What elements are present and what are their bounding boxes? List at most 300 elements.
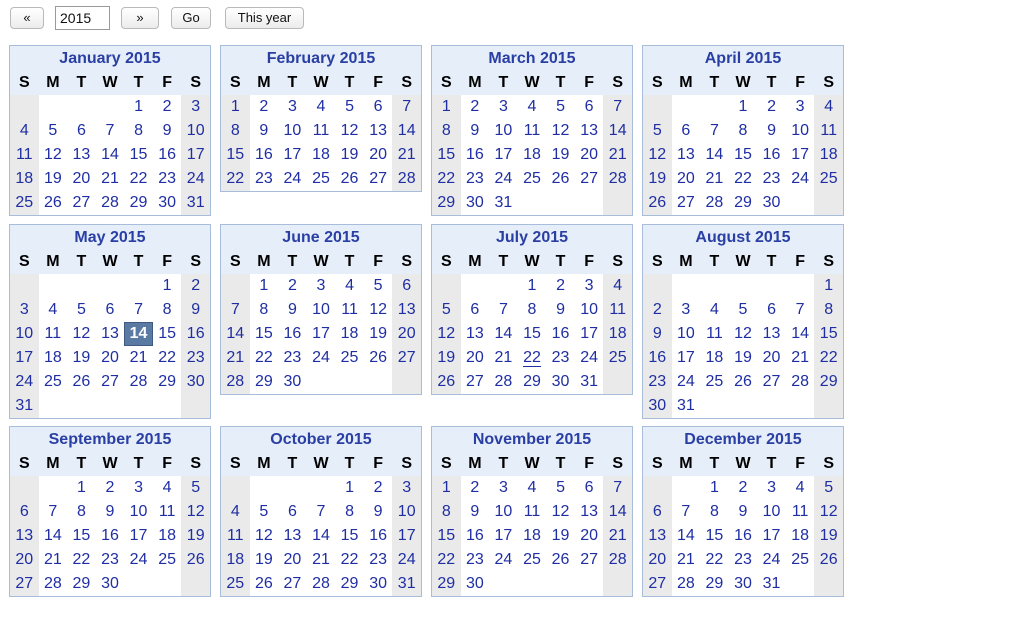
day-cell[interactable]	[461, 370, 490, 394]
day-cell[interactable]	[307, 322, 336, 346]
day-cell[interactable]	[489, 500, 518, 524]
next-year-button[interactable]: »	[121, 7, 159, 29]
day-cell[interactable]	[221, 548, 250, 572]
day-cell[interactable]	[461, 524, 490, 548]
day-cell[interactable]	[461, 500, 490, 524]
day-cell[interactable]	[181, 119, 210, 143]
day-cell[interactable]	[575, 143, 604, 167]
day-cell[interactable]	[39, 143, 68, 167]
day-cell[interactable]	[124, 524, 153, 548]
day-cell[interactable]	[432, 548, 461, 572]
day-cell[interactable]	[786, 167, 815, 191]
day-cell[interactable]	[786, 548, 815, 572]
day-cell[interactable]	[364, 572, 393, 596]
day-cell[interactable]	[786, 119, 815, 143]
day-cell[interactable]	[10, 191, 39, 215]
day-cell[interactable]	[67, 572, 96, 596]
day-cell[interactable]	[700, 524, 729, 548]
day-cell[interactable]	[124, 119, 153, 143]
day-cell[interactable]	[489, 167, 518, 191]
day-cell[interactable]	[603, 322, 632, 346]
day-cell[interactable]	[364, 143, 393, 167]
day-cell[interactable]	[221, 95, 250, 119]
day-cell[interactable]	[518, 370, 547, 394]
day-cell[interactable]	[672, 191, 701, 215]
day-cell[interactable]	[10, 394, 39, 418]
day-cell[interactable]	[729, 370, 758, 394]
day-cell[interactable]	[67, 191, 96, 215]
day-cell[interactable]	[124, 95, 153, 119]
day-cell[interactable]	[392, 298, 421, 322]
day-cell[interactable]	[757, 191, 786, 215]
day-cell[interactable]	[700, 119, 729, 143]
day-cell[interactable]	[250, 572, 279, 596]
day-cell[interactable]	[643, 346, 672, 370]
day-cell[interactable]	[278, 143, 307, 167]
day-cell[interactable]	[221, 167, 250, 191]
day-cell[interactable]	[518, 548, 547, 572]
day-cell[interactable]	[489, 95, 518, 119]
day-cell[interactable]	[221, 322, 250, 346]
day-cell[interactable]	[153, 274, 182, 298]
day-cell[interactable]	[250, 298, 279, 322]
day-cell[interactable]	[96, 572, 125, 596]
month-title[interactable]: March 2015	[432, 46, 632, 71]
day-cell[interactable]	[181, 274, 210, 298]
day-cell[interactable]	[392, 500, 421, 524]
day-cell[interactable]	[603, 119, 632, 143]
day-cell[interactable]	[181, 500, 210, 524]
day-cell[interactable]	[153, 191, 182, 215]
day-cell[interactable]	[432, 500, 461, 524]
day-cell[interactable]	[546, 298, 575, 322]
day-cell[interactable]	[181, 524, 210, 548]
day-cell[interactable]	[700, 548, 729, 572]
day-cell[interactable]	[700, 167, 729, 191]
day-cell[interactable]	[489, 143, 518, 167]
day-cell[interactable]	[575, 298, 604, 322]
day-cell[interactable]	[335, 143, 364, 167]
day-cell[interactable]	[181, 95, 210, 119]
day-cell[interactable]	[278, 548, 307, 572]
day-cell[interactable]	[814, 95, 843, 119]
day-cell[interactable]	[221, 298, 250, 322]
day-cell[interactable]	[786, 322, 815, 346]
day-cell[interactable]	[786, 298, 815, 322]
month-title[interactable]: August 2015	[643, 225, 843, 250]
day-cell[interactable]	[575, 119, 604, 143]
day-cell[interactable]	[757, 476, 786, 500]
day-cell[interactable]	[546, 548, 575, 572]
month-title[interactable]: January 2015	[10, 46, 210, 71]
day-cell[interactable]	[335, 274, 364, 298]
day-cell[interactable]	[757, 548, 786, 572]
day-cell[interactable]	[575, 524, 604, 548]
day-cell[interactable]	[643, 119, 672, 143]
day-cell[interactable]	[729, 572, 758, 596]
day-cell[interactable]	[221, 143, 250, 167]
day-cell[interactable]	[575, 370, 604, 394]
day-cell[interactable]	[461, 143, 490, 167]
day-cell[interactable]	[643, 143, 672, 167]
day-cell[interactable]	[575, 548, 604, 572]
day-cell[interactable]	[335, 572, 364, 596]
day-cell[interactable]	[729, 476, 758, 500]
day-cell[interactable]	[181, 191, 210, 215]
day-cell[interactable]	[39, 346, 68, 370]
day-cell[interactable]	[461, 476, 490, 500]
day-cell[interactable]	[39, 548, 68, 572]
day-cell[interactable]	[10, 346, 39, 370]
day-cell[interactable]	[729, 500, 758, 524]
day-cell[interactable]	[392, 476, 421, 500]
day-cell[interactable]	[96, 119, 125, 143]
day-cell[interactable]	[181, 298, 210, 322]
day-cell[interactable]	[432, 191, 461, 215]
day-cell[interactable]	[39, 500, 68, 524]
day-cell[interactable]	[700, 476, 729, 500]
day-cell[interactable]	[335, 298, 364, 322]
day-cell[interactable]	[307, 500, 336, 524]
day-cell[interactable]	[603, 548, 632, 572]
day-cell[interactable]	[757, 346, 786, 370]
day-cell[interactable]	[814, 370, 843, 394]
day-cell[interactable]	[221, 370, 250, 394]
day-cell[interactable]	[278, 572, 307, 596]
day-cell[interactable]	[489, 119, 518, 143]
day-cell[interactable]	[335, 322, 364, 346]
day-cell[interactable]	[96, 476, 125, 500]
day-cell[interactable]	[603, 167, 632, 191]
day-cell[interactable]	[153, 370, 182, 394]
day-cell[interactable]	[307, 572, 336, 596]
day-cell[interactable]	[489, 191, 518, 215]
day-cell[interactable]	[603, 346, 632, 370]
day-cell[interactable]	[364, 167, 393, 191]
day-cell[interactable]	[278, 322, 307, 346]
day-cell[interactable]	[643, 524, 672, 548]
day-cell[interactable]	[489, 476, 518, 500]
go-button[interactable]: Go	[171, 7, 211, 29]
day-cell[interactable]	[335, 119, 364, 143]
day-cell[interactable]	[392, 346, 421, 370]
day-cell[interactable]	[153, 119, 182, 143]
day-cell[interactable]	[700, 298, 729, 322]
day-cell[interactable]	[643, 548, 672, 572]
day-cell[interactable]	[461, 119, 490, 143]
day-cell[interactable]	[39, 370, 68, 394]
day-cell[interactable]	[39, 524, 68, 548]
day-cell[interactable]	[335, 500, 364, 524]
day-cell[interactable]	[432, 524, 461, 548]
day-cell[interactable]	[364, 274, 393, 298]
day-cell[interactable]	[672, 370, 701, 394]
day-cell[interactable]	[546, 476, 575, 500]
day-cell[interactable]	[10, 572, 39, 596]
day-cell[interactable]	[124, 500, 153, 524]
day-cell[interactable]	[392, 548, 421, 572]
day-cell[interactable]	[307, 298, 336, 322]
day-cell[interactable]	[729, 322, 758, 346]
day-cell[interactable]	[672, 572, 701, 596]
day-cell[interactable]	[10, 143, 39, 167]
day-cell[interactable]	[67, 524, 96, 548]
day-cell[interactable]	[575, 95, 604, 119]
day-cell[interactable]	[757, 298, 786, 322]
day-cell[interactable]	[392, 95, 421, 119]
day-cell[interactable]	[221, 572, 250, 596]
day-cell[interactable]	[307, 167, 336, 191]
day-cell[interactable]	[700, 572, 729, 596]
day-cell[interactable]	[307, 119, 336, 143]
day-cell[interactable]	[432, 167, 461, 191]
day-cell[interactable]	[603, 95, 632, 119]
day-cell[interactable]	[518, 167, 547, 191]
day-cell[interactable]	[181, 548, 210, 572]
day-cell[interactable]	[335, 524, 364, 548]
day-cell[interactable]	[643, 298, 672, 322]
day-cell[interactable]	[546, 274, 575, 298]
day-cell[interactable]	[814, 322, 843, 346]
day-cell[interactable]	[307, 95, 336, 119]
day-cell[interactable]	[786, 95, 815, 119]
day-cell[interactable]	[546, 346, 575, 370]
month-title[interactable]: July 2015	[432, 225, 632, 250]
day-cell[interactable]	[250, 167, 279, 191]
day-cell[interactable]	[575, 274, 604, 298]
day-cell[interactable]	[250, 524, 279, 548]
day-cell[interactable]	[432, 298, 461, 322]
day-cell[interactable]	[672, 500, 701, 524]
day-cell[interactable]	[461, 322, 490, 346]
day-cell[interactable]	[546, 95, 575, 119]
day-cell[interactable]	[575, 167, 604, 191]
month-title[interactable]: November 2015	[432, 427, 632, 452]
day-cell-today[interactable]	[124, 322, 153, 346]
day-cell[interactable]	[643, 191, 672, 215]
day-cell[interactable]	[814, 298, 843, 322]
day-cell[interactable]	[364, 119, 393, 143]
day-cell[interactable]	[729, 298, 758, 322]
day-cell[interactable]	[153, 500, 182, 524]
day-cell[interactable]	[518, 274, 547, 298]
day-cell[interactable]	[364, 298, 393, 322]
day-cell[interactable]	[278, 167, 307, 191]
day-cell[interactable]	[10, 370, 39, 394]
day-cell[interactable]	[518, 346, 547, 370]
day-cell[interactable]	[10, 167, 39, 191]
day-cell[interactable]	[250, 119, 279, 143]
day-cell[interactable]	[124, 298, 153, 322]
day-cell[interactable]	[153, 322, 182, 346]
day-cell[interactable]	[432, 476, 461, 500]
day-cell[interactable]	[786, 370, 815, 394]
day-cell[interactable]	[643, 370, 672, 394]
day-cell[interactable]	[546, 167, 575, 191]
day-cell[interactable]	[124, 191, 153, 215]
day-cell[interactable]	[364, 346, 393, 370]
day-cell[interactable]	[124, 476, 153, 500]
day-cell[interactable]	[250, 370, 279, 394]
day-cell[interactable]	[96, 167, 125, 191]
day-cell[interactable]	[221, 346, 250, 370]
day-cell[interactable]	[814, 524, 843, 548]
day-cell[interactable]	[518, 298, 547, 322]
day-cell[interactable]	[67, 119, 96, 143]
day-cell[interactable]	[278, 370, 307, 394]
day-cell[interactable]	[643, 500, 672, 524]
day-cell[interactable]	[672, 322, 701, 346]
day-cell[interactable]	[489, 322, 518, 346]
day-cell[interactable]	[67, 322, 96, 346]
day-cell[interactable]	[432, 119, 461, 143]
month-title[interactable]: April 2015	[643, 46, 843, 71]
day-cell[interactable]	[672, 298, 701, 322]
day-cell[interactable]	[153, 346, 182, 370]
day-cell[interactable]	[729, 95, 758, 119]
day-cell[interactable]	[546, 370, 575, 394]
day-cell[interactable]	[335, 346, 364, 370]
day-cell[interactable]	[250, 95, 279, 119]
day-cell[interactable]	[700, 143, 729, 167]
day-cell[interactable]	[461, 346, 490, 370]
day-cell[interactable]	[489, 548, 518, 572]
day-cell[interactable]	[10, 500, 39, 524]
day-cell[interactable]	[153, 167, 182, 191]
day-cell[interactable]	[96, 322, 125, 346]
day-cell[interactable]	[461, 548, 490, 572]
day-cell[interactable]	[181, 476, 210, 500]
day-cell[interactable]	[700, 370, 729, 394]
day-cell[interactable]	[757, 95, 786, 119]
day-cell[interactable]	[364, 322, 393, 346]
day-cell[interactable]	[575, 476, 604, 500]
day-cell[interactable]	[546, 322, 575, 346]
day-cell[interactable]	[603, 274, 632, 298]
day-cell[interactable]	[432, 322, 461, 346]
day-cell[interactable]	[67, 548, 96, 572]
month-title[interactable]: October 2015	[221, 427, 421, 452]
day-cell[interactable]	[461, 572, 490, 596]
day-cell[interactable]	[603, 143, 632, 167]
day-cell[interactable]	[364, 548, 393, 572]
day-cell[interactable]	[67, 370, 96, 394]
day-cell[interactable]	[96, 143, 125, 167]
day-cell[interactable]	[518, 322, 547, 346]
day-cell[interactable]	[96, 524, 125, 548]
day-cell[interactable]	[786, 143, 815, 167]
day-cell[interactable]	[10, 298, 39, 322]
day-cell[interactable]	[153, 298, 182, 322]
day-cell[interactable]	[518, 524, 547, 548]
day-cell[interactable]	[672, 167, 701, 191]
year-input[interactable]	[55, 6, 110, 30]
day-cell[interactable]	[278, 119, 307, 143]
day-cell[interactable]	[757, 143, 786, 167]
day-cell[interactable]	[250, 274, 279, 298]
day-cell[interactable]	[489, 346, 518, 370]
day-cell[interactable]	[250, 346, 279, 370]
day-cell[interactable]	[518, 500, 547, 524]
month-title[interactable]: June 2015	[221, 225, 421, 250]
day-cell[interactable]	[39, 191, 68, 215]
day-cell[interactable]	[392, 274, 421, 298]
day-cell[interactable]	[278, 524, 307, 548]
day-cell[interactable]	[96, 191, 125, 215]
day-cell[interactable]	[278, 95, 307, 119]
day-cell[interactable]	[278, 500, 307, 524]
day-cell[interactable]	[307, 143, 336, 167]
day-cell[interactable]	[10, 524, 39, 548]
day-cell[interactable]	[672, 524, 701, 548]
day-cell[interactable]	[278, 298, 307, 322]
month-title[interactable]: December 2015	[643, 427, 843, 452]
day-cell[interactable]	[575, 346, 604, 370]
day-cell[interactable]	[96, 346, 125, 370]
day-cell[interactable]	[729, 143, 758, 167]
day-cell[interactable]	[643, 167, 672, 191]
day-cell[interactable]	[307, 548, 336, 572]
day-cell[interactable]	[67, 167, 96, 191]
day-cell[interactable]	[278, 346, 307, 370]
day-cell[interactable]	[546, 143, 575, 167]
day-cell[interactable]	[124, 370, 153, 394]
day-cell[interactable]	[335, 476, 364, 500]
day-cell[interactable]	[10, 119, 39, 143]
day-cell[interactable]	[603, 500, 632, 524]
day-cell[interactable]	[153, 143, 182, 167]
day-cell[interactable]	[700, 322, 729, 346]
day-cell[interactable]	[307, 274, 336, 298]
day-cell[interactable]	[67, 476, 96, 500]
day-cell[interactable]	[814, 119, 843, 143]
day-cell[interactable]	[489, 524, 518, 548]
day-cell[interactable]	[643, 394, 672, 418]
day-cell[interactable]	[250, 143, 279, 167]
day-cell[interactable]	[546, 119, 575, 143]
day-cell[interactable]	[335, 95, 364, 119]
day-cell[interactable]	[786, 346, 815, 370]
day-cell[interactable]	[489, 370, 518, 394]
day-cell[interactable]	[96, 500, 125, 524]
day-cell[interactable]	[672, 548, 701, 572]
day-cell[interactable]	[181, 143, 210, 167]
day-cell[interactable]	[814, 476, 843, 500]
day-cell[interactable]	[518, 143, 547, 167]
day-cell[interactable]	[335, 167, 364, 191]
day-cell[interactable]	[364, 500, 393, 524]
day-cell[interactable]	[672, 394, 701, 418]
day-cell[interactable]	[392, 524, 421, 548]
day-cell[interactable]	[392, 167, 421, 191]
day-cell[interactable]	[124, 346, 153, 370]
day-cell[interactable]	[546, 524, 575, 548]
day-cell[interactable]	[250, 500, 279, 524]
month-title[interactable]: September 2015	[10, 427, 210, 452]
day-cell[interactable]	[757, 500, 786, 524]
day-cell[interactable]	[575, 322, 604, 346]
prev-year-button[interactable]: «	[10, 7, 44, 29]
day-cell[interactable]	[39, 322, 68, 346]
day-cell[interactable]	[603, 524, 632, 548]
day-cell[interactable]	[307, 524, 336, 548]
day-cell[interactable]	[67, 298, 96, 322]
day-cell[interactable]	[672, 346, 701, 370]
day-cell[interactable]	[250, 548, 279, 572]
day-cell[interactable]	[181, 322, 210, 346]
day-cell[interactable]	[153, 95, 182, 119]
day-cell[interactable]	[307, 346, 336, 370]
